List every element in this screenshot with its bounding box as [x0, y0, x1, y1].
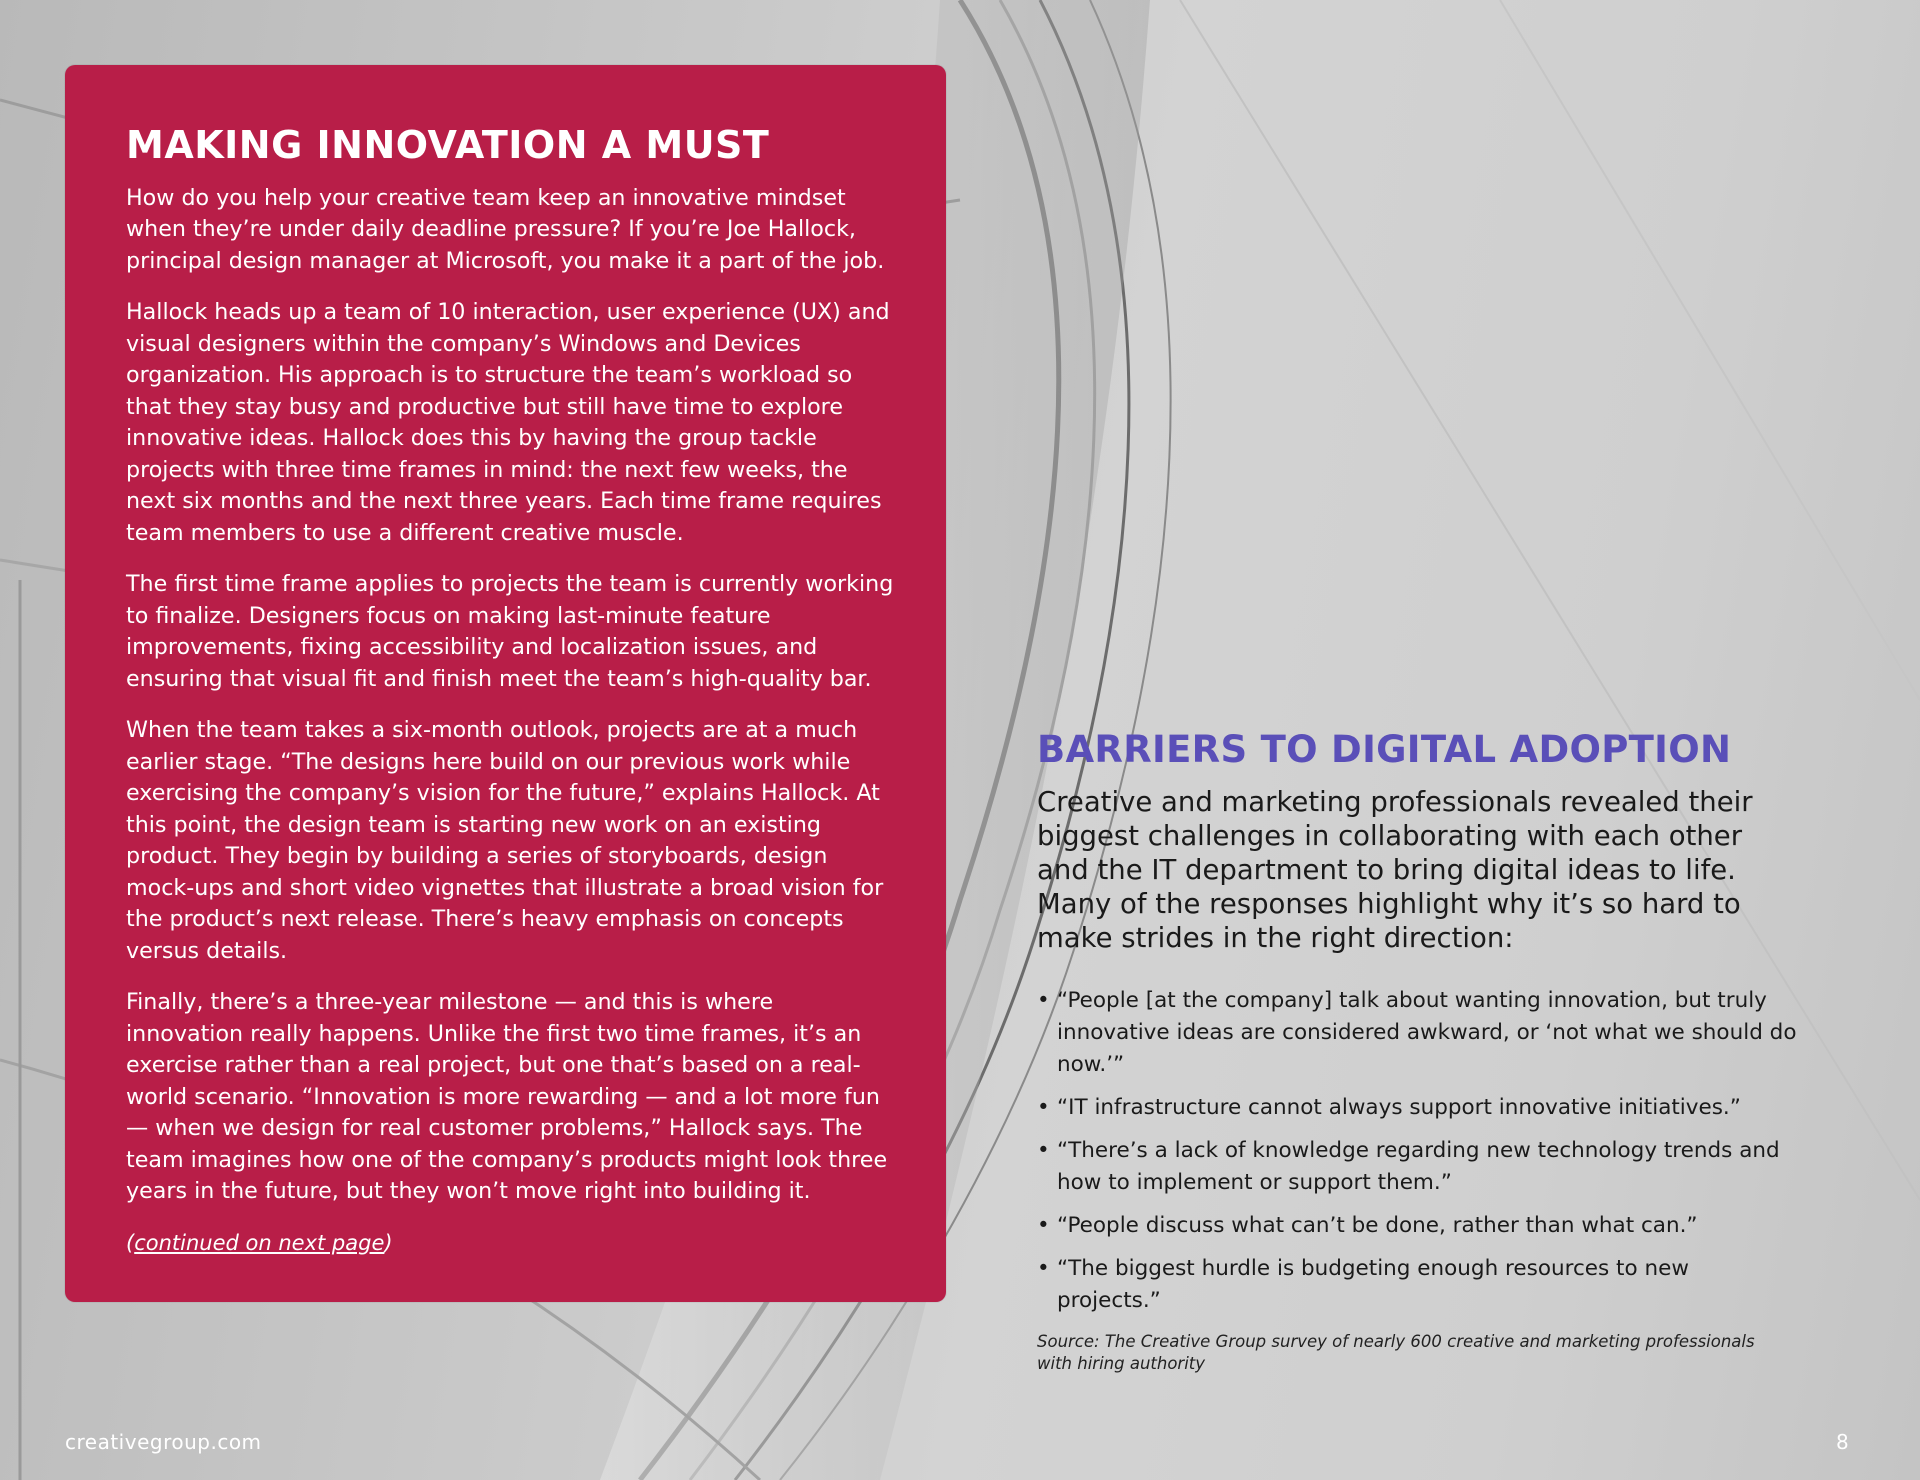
panel-paragraph: How do you help your creative team keep an innovative mindset when they’re under daily deadline pressure? If you’re Joe Hallock, principal design manager at Microsoft, you make it a part of the job.: [126, 184, 885, 274]
list-item: [1037, 1253, 1797, 1317]
source-note: Source: The Creative Group survey of nearly 600 creative and marketing professionals with hiring authority: [1037, 1332, 1755, 1373]
page-number: 8: [1836, 1430, 1849, 1454]
bullet-icon: •: [1037, 988, 1050, 1013]
continued-close-paren: ): [384, 1230, 393, 1255]
list-item-text: “The biggest hurdle is budgeting enough resources to new projects.”: [1057, 1256, 1689, 1313]
barriers-title: BARRIERS TO DIGITAL ADOPTION: [1037, 728, 1732, 771]
panel-paragraph: Hallock heads up a team of 10 interaction, user experience (UX) and visual designers within the company’s Windows and Devices organization. His approach is to structure the team’s workload so that they stay busy and productive but still have time to explore innovative ideas. Hallock does this by having the group tackle projects with three time frames in mind: the next few weeks, the next six months and the next three years. Each time frame requires team members to use a different creative muscle.: [126, 299, 890, 546]
list-item: [1037, 1210, 1797, 1242]
panel-paragraph: The first time frame applies to projects the team is currently working to finalize. Designers focus on making last-minute feature improvements, fixing accessibility and localization issues, and ensuring that visual fit and finish meet the team’s high-quality bar.: [126, 571, 894, 692]
continued-on-next-page-link[interactable]: continued on next page: [134, 1230, 385, 1255]
bullet-icon: •: [1037, 1138, 1050, 1163]
list-item-text: “People discuss what can’t be done, rather than what can.”: [1057, 1213, 1698, 1238]
continued-open-paren: (: [126, 1230, 135, 1255]
list-item-text: “IT infrastructure cannot always support innovative initiatives.”: [1057, 1095, 1741, 1120]
barriers-list: [1037, 985, 1797, 1317]
footer-website: creativegroup.com: [65, 1430, 262, 1454]
panel-paragraph: Finally, there’s a three-year milestone — and this is where innovation really happens. Unlike the first two time frames, it’s an exercise rather than a real project, but one that’s based on a real-world scenario. “Innovation is more rewarding — and a lot more fun — when we design for real customer problems,” Hallock says. The team imagines how one of the company’s products might look three years in the future, but they won’t move right into building it.: [126, 989, 888, 1205]
innovation-panel: [65, 65, 946, 1302]
list-item-text: “There’s a lack of knowledge regarding new technology trends and how to implement or support them.”: [1057, 1138, 1780, 1195]
barriers-intro: Creative and marketing professionals revealed their biggest challenges in collaborating with each other and the IT department to bring digital ideas to life. Many of the responses highlight why it’s so hard to make strides in the right direction:: [1037, 786, 1753, 954]
continued-note: [126, 1228, 894, 1258]
list-item: [1037, 985, 1797, 1081]
list-item-text: “People [at the company] talk about wanting innovation, but truly innovative ideas are considered awkward, or ‘not what we should do now.’”: [1057, 988, 1797, 1077]
bullet-icon: •: [1037, 1095, 1050, 1120]
panel-paragraph: When the team takes a six-month outlook, projects are at a much earlier stage. “The designs here build on our previous work while exercising the company’s vision for the future,” explains Hallock. At this point, the design team is starting new work on an existing product. They begin by building a series of storyboards, design mock-ups and short video vignettes that illustrate a broad vision for the product’s next release. There’s heavy emphasis on concepts versus details.: [126, 717, 884, 964]
barriers-section: [1037, 728, 1797, 1375]
bullet-icon: •: [1037, 1213, 1050, 1238]
list-item: [1037, 1135, 1797, 1199]
panel-title: MAKING INNOVATION A MUST: [126, 123, 770, 167]
list-item: [1037, 1092, 1797, 1124]
bullet-icon: •: [1037, 1256, 1050, 1281]
